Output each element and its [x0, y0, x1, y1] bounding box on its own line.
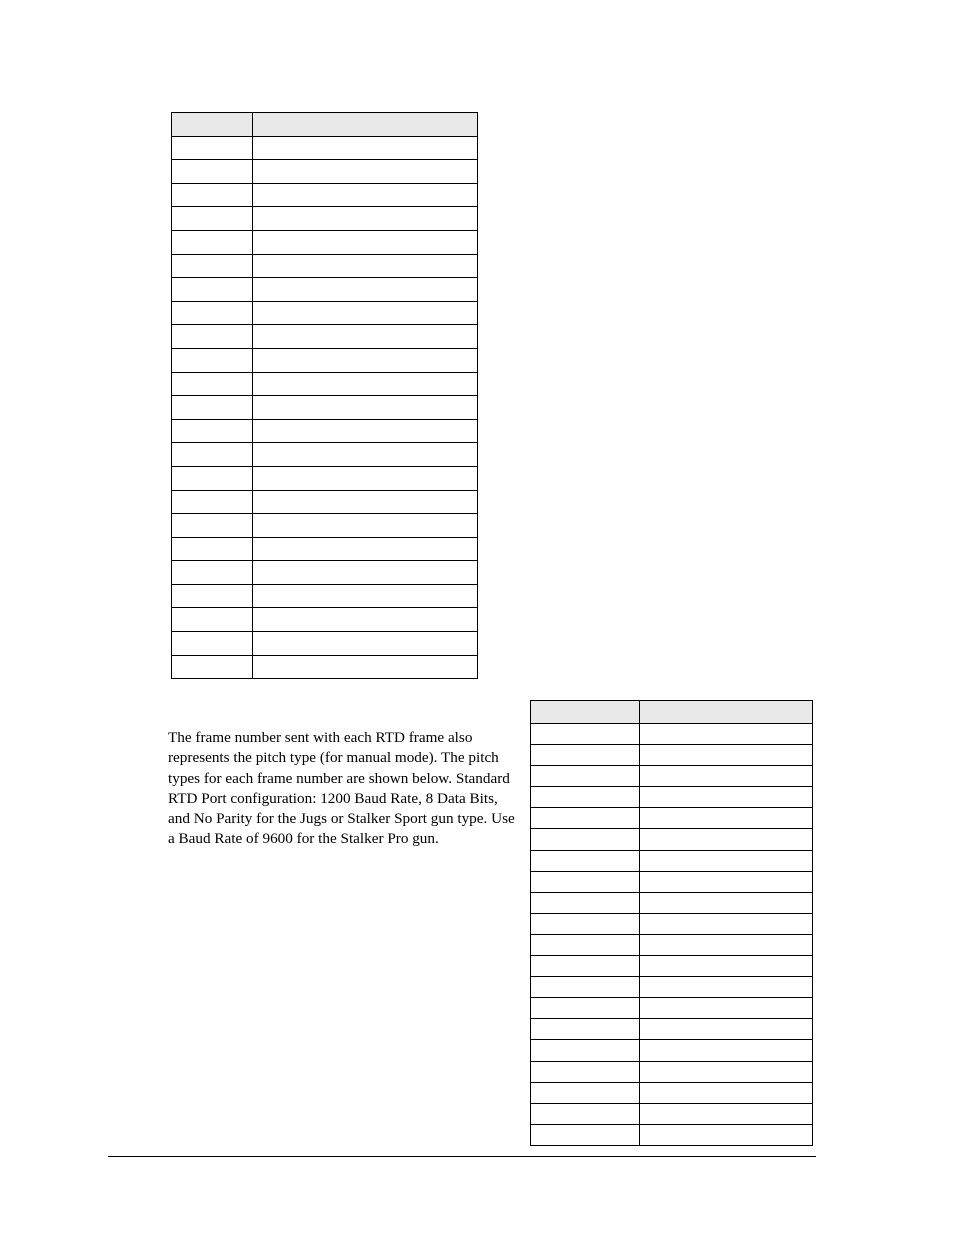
- table-cell: [253, 632, 478, 656]
- table-row: [531, 1124, 813, 1145]
- table-cell: [640, 956, 813, 977]
- table-cell: [172, 396, 253, 420]
- table-cell: [253, 207, 478, 231]
- table-row: [531, 724, 813, 745]
- table-cell: [172, 584, 253, 608]
- table-cell: [253, 136, 478, 160]
- table-cell: [172, 537, 253, 561]
- table-cell: [531, 1103, 640, 1124]
- table-cell: [172, 254, 253, 278]
- table-cell: [172, 419, 253, 443]
- table-cell: [531, 934, 640, 955]
- table-row: [172, 183, 478, 207]
- table-cell: [172, 655, 253, 679]
- table-row: [531, 1019, 813, 1040]
- table-row: [172, 561, 478, 585]
- table-row: [531, 829, 813, 850]
- table-row: [172, 466, 478, 490]
- table-row: [172, 584, 478, 608]
- table-row: [172, 396, 478, 420]
- table-cell: [172, 490, 253, 514]
- table-cell: [253, 419, 478, 443]
- table-cell: [640, 1040, 813, 1061]
- table-row: [172, 278, 478, 302]
- table-cell: [640, 766, 813, 787]
- table-row: [531, 787, 813, 808]
- table-row: [531, 1061, 813, 1082]
- footer-rule: [108, 1156, 816, 1157]
- table-cell: [172, 207, 253, 231]
- table-cell: [253, 348, 478, 372]
- table-cell: [172, 136, 253, 160]
- header-cell: [531, 701, 640, 724]
- table-cell: [640, 934, 813, 955]
- table-cell: [531, 871, 640, 892]
- table-cell: [640, 1061, 813, 1082]
- table-cell: [253, 183, 478, 207]
- table-cell: [640, 913, 813, 934]
- table-cell: [253, 160, 478, 184]
- table-cell: [640, 829, 813, 850]
- table-cell: [531, 1061, 640, 1082]
- table-row: [172, 490, 478, 514]
- table-row: [172, 230, 478, 254]
- table-cell: [253, 584, 478, 608]
- table-cell: [640, 892, 813, 913]
- table-cell: [531, 1124, 640, 1145]
- table-cell: [531, 998, 640, 1019]
- table-cell: [172, 278, 253, 302]
- table-row: [172, 514, 478, 538]
- table-cell: [531, 724, 640, 745]
- table-cell: [253, 490, 478, 514]
- table-cell: [253, 301, 478, 325]
- table-cell: [253, 655, 478, 679]
- table-cell: [640, 850, 813, 871]
- table-cell: [531, 956, 640, 977]
- description-paragraph: The frame number sent with each RTD frame also represents the pitch type (for manual mode). The pitch types for each frame number are shown below. Standard RTD Port configuration: 1200 Baud Rate, 8 Data Bits, and No Parity for the Jugs or Stalker Sport gun type. Use a Baud Rate of 9600 for the Stalker Pro gun.: [168, 729, 515, 848]
- table-cell: [640, 808, 813, 829]
- table-cell: [531, 913, 640, 934]
- table-cell: [172, 230, 253, 254]
- table-row: [531, 1103, 813, 1124]
- table-cell: [253, 230, 478, 254]
- table-cell: [640, 871, 813, 892]
- header-cell: [172, 113, 253, 137]
- table-cell: [253, 396, 478, 420]
- table-cell: [531, 787, 640, 808]
- table-row: [172, 254, 478, 278]
- table-cell: [640, 1019, 813, 1040]
- table-cell: [253, 561, 478, 585]
- table-cell: [253, 254, 478, 278]
- table-row: [172, 419, 478, 443]
- table-row: [172, 608, 478, 632]
- table-row: [172, 443, 478, 467]
- table-cell: [531, 1082, 640, 1103]
- table-cell: [172, 183, 253, 207]
- table-2: [530, 700, 813, 1146]
- table-row: [531, 745, 813, 766]
- table-cell: [172, 608, 253, 632]
- table-cell: [531, 829, 640, 850]
- table-row: [172, 160, 478, 184]
- table-cell: [640, 977, 813, 998]
- table-cell: [172, 443, 253, 467]
- table-cell: [531, 808, 640, 829]
- table-cell: [253, 278, 478, 302]
- table-row: [172, 348, 478, 372]
- table-row: [531, 871, 813, 892]
- table-cell: [531, 850, 640, 871]
- table-cell: [172, 561, 253, 585]
- table-cell: [531, 1019, 640, 1040]
- table-row: [172, 655, 478, 679]
- table-cell: [253, 537, 478, 561]
- header-cell: [253, 113, 478, 137]
- table-header-row: [172, 113, 478, 137]
- table-row: [531, 934, 813, 955]
- table-cell: [531, 766, 640, 787]
- table-cell: [253, 443, 478, 467]
- table-row: [531, 766, 813, 787]
- table-row: [531, 913, 813, 934]
- table-cell: [640, 787, 813, 808]
- table-cell: [172, 632, 253, 656]
- table-row: [531, 1040, 813, 1061]
- table-cell: [640, 745, 813, 766]
- table-row: [531, 977, 813, 998]
- table-cell: [640, 1103, 813, 1124]
- table-cell: [531, 1040, 640, 1061]
- table-1: [171, 112, 478, 679]
- table-row: [531, 998, 813, 1019]
- table-row: [172, 301, 478, 325]
- table-cell: [253, 325, 478, 349]
- table-row: [531, 892, 813, 913]
- table-cell: [640, 1124, 813, 1145]
- table-row: [531, 850, 813, 871]
- table-cell: [640, 724, 813, 745]
- table-header-row: [531, 701, 813, 724]
- table-cell: [531, 892, 640, 913]
- header-cell: [640, 701, 813, 724]
- table-row: [172, 207, 478, 231]
- table-cell: [172, 301, 253, 325]
- table-row: [172, 136, 478, 160]
- table-cell: [172, 514, 253, 538]
- table-cell: [172, 466, 253, 490]
- table-row: [172, 372, 478, 396]
- table-row: [531, 956, 813, 977]
- table-cell: [172, 348, 253, 372]
- table-cell: [253, 514, 478, 538]
- table-cell: [172, 325, 253, 349]
- table-cell: [640, 998, 813, 1019]
- table-cell: [531, 977, 640, 998]
- table-row: [172, 537, 478, 561]
- table-cell: [172, 372, 253, 396]
- table-row: [531, 1082, 813, 1103]
- table-cell: [253, 608, 478, 632]
- table-row: [172, 632, 478, 656]
- table-row: [172, 325, 478, 349]
- table-row: [531, 808, 813, 829]
- table-cell: [640, 1082, 813, 1103]
- table-cell: [172, 160, 253, 184]
- table-cell: [531, 745, 640, 766]
- table-cell: [253, 466, 478, 490]
- table-cell: [253, 372, 478, 396]
